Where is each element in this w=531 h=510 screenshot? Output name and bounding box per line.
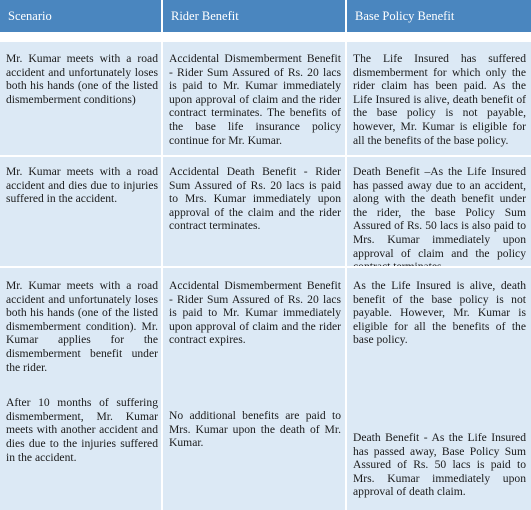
row-divider xyxy=(0,155,531,157)
row-divider xyxy=(0,266,531,268)
scenario-text: Mr. Kumar meets with a road accident and unfortunately loses both his hands (one of the listed dismemberment conditions) xyxy=(6,52,158,106)
column-header-base-policy-benefit: Base Policy Benefit xyxy=(347,0,531,32)
scenario-cell xyxy=(6,157,158,266)
rider-benefit-text: No additional benefits are paid to Mrs. Kumar upon the death of Mr. Kumar. xyxy=(169,408,341,450)
column-header-rider-benefit: Rider Benefit xyxy=(163,0,345,32)
base-policy-benefit-cell xyxy=(353,268,526,510)
base-policy-benefit-text: Death Benefit - As the Life Insured has passed away, Base Policy Sum Assured of Rs. 50 lacs is paid to Mrs. Kumar immediately upon approval of death claim. xyxy=(353,430,526,499)
scenario-cell xyxy=(6,42,158,155)
rider-benefit-text: Accidental Death Benefit - Rider Sum Assured of Rs. 20 lacs is paid to Mrs. Kumar immediately upon approval of the claim and the rider contract terminates. xyxy=(169,165,341,233)
base-policy-benefit-text: Death Benefit –As the Life Insured has passed away due to an accident, along with the death benefit under the rider, the base Policy Sum Assured of Rs. 50 lacs is also paid to Mrs. Kumar immediately upon approval of claim and the policy xyxy=(353,165,526,260)
rider-benefit-text: Accidental Dismemberment Benefit - Rider Sum Assured of Rs. 20 lacs is paid to Mr. Kumar immediately upon approval of claim and the rider contract expires. xyxy=(169,279,341,347)
column-divider xyxy=(345,0,347,510)
rider-benefit-cell xyxy=(169,157,341,266)
rider-benefit-cell xyxy=(169,42,341,155)
table-row xyxy=(0,42,531,155)
column-header-scenario: Scenario xyxy=(0,0,161,32)
column-divider xyxy=(161,0,163,510)
rider-benefit-text: Accidental Dismemberment Benefit - Rider Sum Assured of Rs. 20 lacs is paid to Mr. Kumar immediately upon approval of claim and the rider contract terminates. The benefits of the base life insurance policy continue for Mr. Kumar. xyxy=(169,52,341,147)
table-row xyxy=(0,268,531,510)
base-policy-benefit-text: As the Life Insured is alive, death benefit of the base policy is not payable. However, Mr. Kumar is eligible for all the benefits of the base policy. xyxy=(353,279,526,347)
base-policy-benefit-cell xyxy=(353,42,526,155)
table-row xyxy=(0,157,531,266)
base-policy-benefit-text: The Life Insured has suffered dismemberment for which only the rider claim has been paid. As the Life Insured is alive, death benefit of the base policy is not payable, however, Mr. Kumar is eligible for all the benefits of the base policy. xyxy=(353,52,526,147)
base-policy-benefit-cell xyxy=(353,157,526,266)
scenario-text: Mr. Kumar meets with a road accident and unfortunately loses both his hands (one of the listed dismemberment condition). Mr. Kumar applies for the dismemberment benefit under the rider. xyxy=(6,279,158,374)
rider-benefit-cell xyxy=(169,268,341,510)
scenario-text: After 10 months of suffering dismemberment, Mr. Kumar meets with another accident and dies due to the injuries suffered in the accident. xyxy=(6,396,158,464)
scenario-text: Mr. Kumar meets with a road accident and dies due to injuries suffered in the accident. xyxy=(6,165,158,206)
header-divider xyxy=(0,32,531,42)
scenario-cell xyxy=(6,268,158,510)
